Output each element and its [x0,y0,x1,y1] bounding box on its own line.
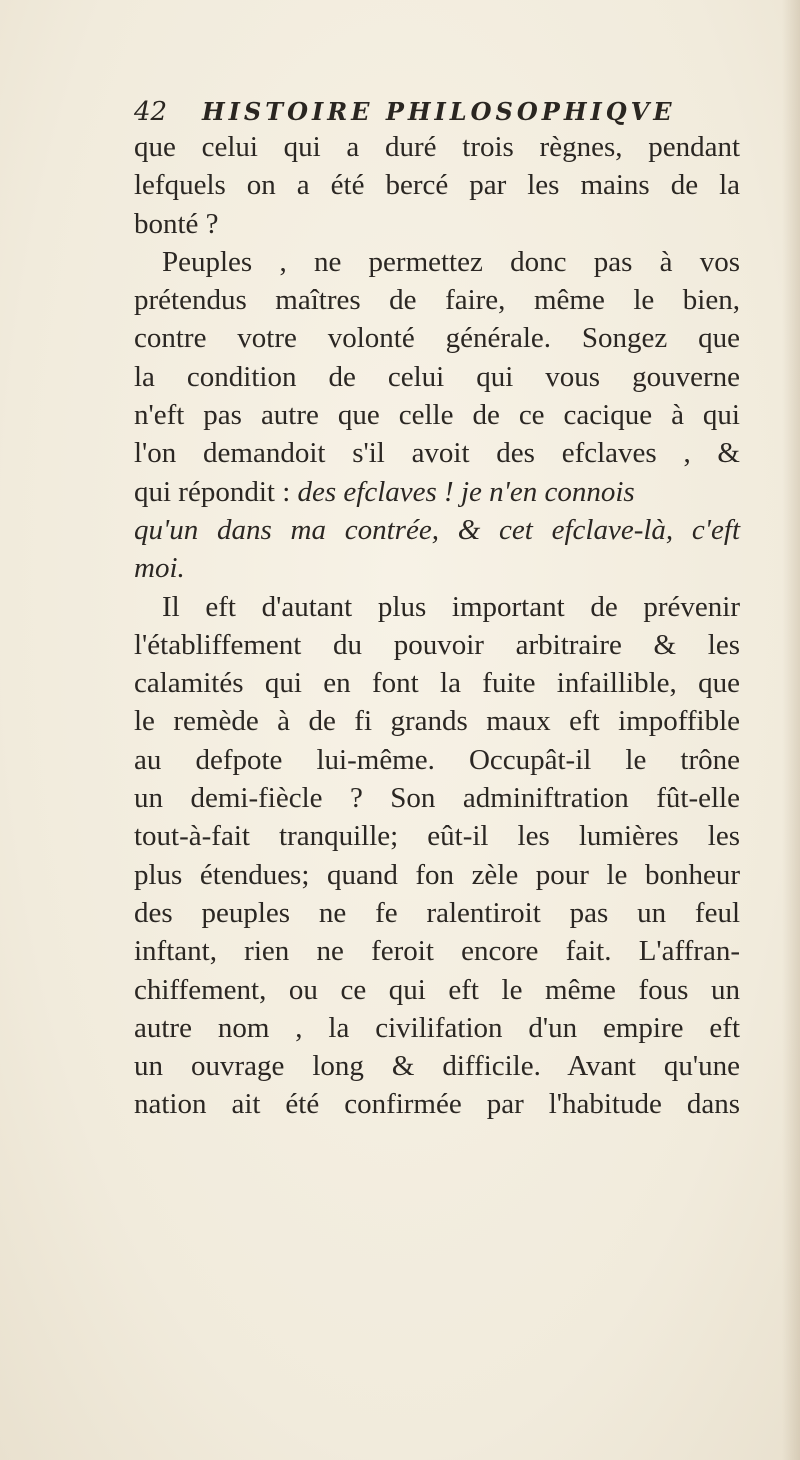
italic-quote-line: moi. [134,552,185,585]
text-line-part: qui répondit : [134,475,291,508]
text-line: n'eft pas autre que celle de ce cacique à qui [134,399,740,432]
italic-quote-line: qu'un dans ma contrée, & cet efclave-là, c'eft [134,513,740,546]
text-line: chiffement, ou ce qui eft le même fous un [134,973,740,1006]
text-line: des peuples ne fe ralentiroit pas un feul [134,896,740,929]
text-line: bonté ? [134,207,219,240]
text-line: Peuples , ne permettez donc pas à vos [162,245,740,278]
text-line: un demi-fiècle ? Son adminiftration fût-elle [134,782,740,815]
text-line: calamités qui en font la fuite infaillible, que [134,667,740,700]
text-line: que celui qui a duré trois règnes, pendant [134,131,740,163]
text-line: l'on demandoit s'il avoit des efclaves , & [134,437,740,470]
text-line-mixed [134,473,740,511]
text-line: prétendus maîtres de faire, même le bien, [134,284,740,317]
text-line: au defpote lui-même. Occupât-il le trône [134,743,740,776]
text-line: la condition de celui qui vous gouverne [134,360,740,393]
page-number: 42 [134,97,168,127]
text-line: contre votre volonté générale. Songez que [134,322,740,355]
text-line: l'établiffement du pouvoir arbitraire & les [134,628,740,661]
text-line: tout-à-fait tranquille; eût-il les lumières les [134,820,740,853]
text-line: plus étendues; quand fon zèle pour le bonheur [134,858,740,891]
text-line: un ouvrage long & difficile. Avant qu'une [134,1050,740,1083]
text-line: Il eft d'autant plus important de prévenir [162,590,740,623]
page-body-text [134,128,740,1124]
page-edge-shadow [782,0,800,1460]
text-line: autre nom , la civilifation d'un empire eft [134,1011,740,1044]
text-line: nation ait été confirmée par l'habitude dans [134,1088,740,1121]
running-title: HISTOIRE PHILOSOPHIQVE [202,97,676,126]
text-line: lefquels on a été bercé par les mains de la [134,169,740,202]
italic-quote: des efclaves ! je n'en connois [290,475,635,508]
text-line: inftant, rien ne feroit encore fait. L'affran- [134,935,740,968]
text-line: le remède à de fi grands maux eft impoffible [134,705,740,738]
